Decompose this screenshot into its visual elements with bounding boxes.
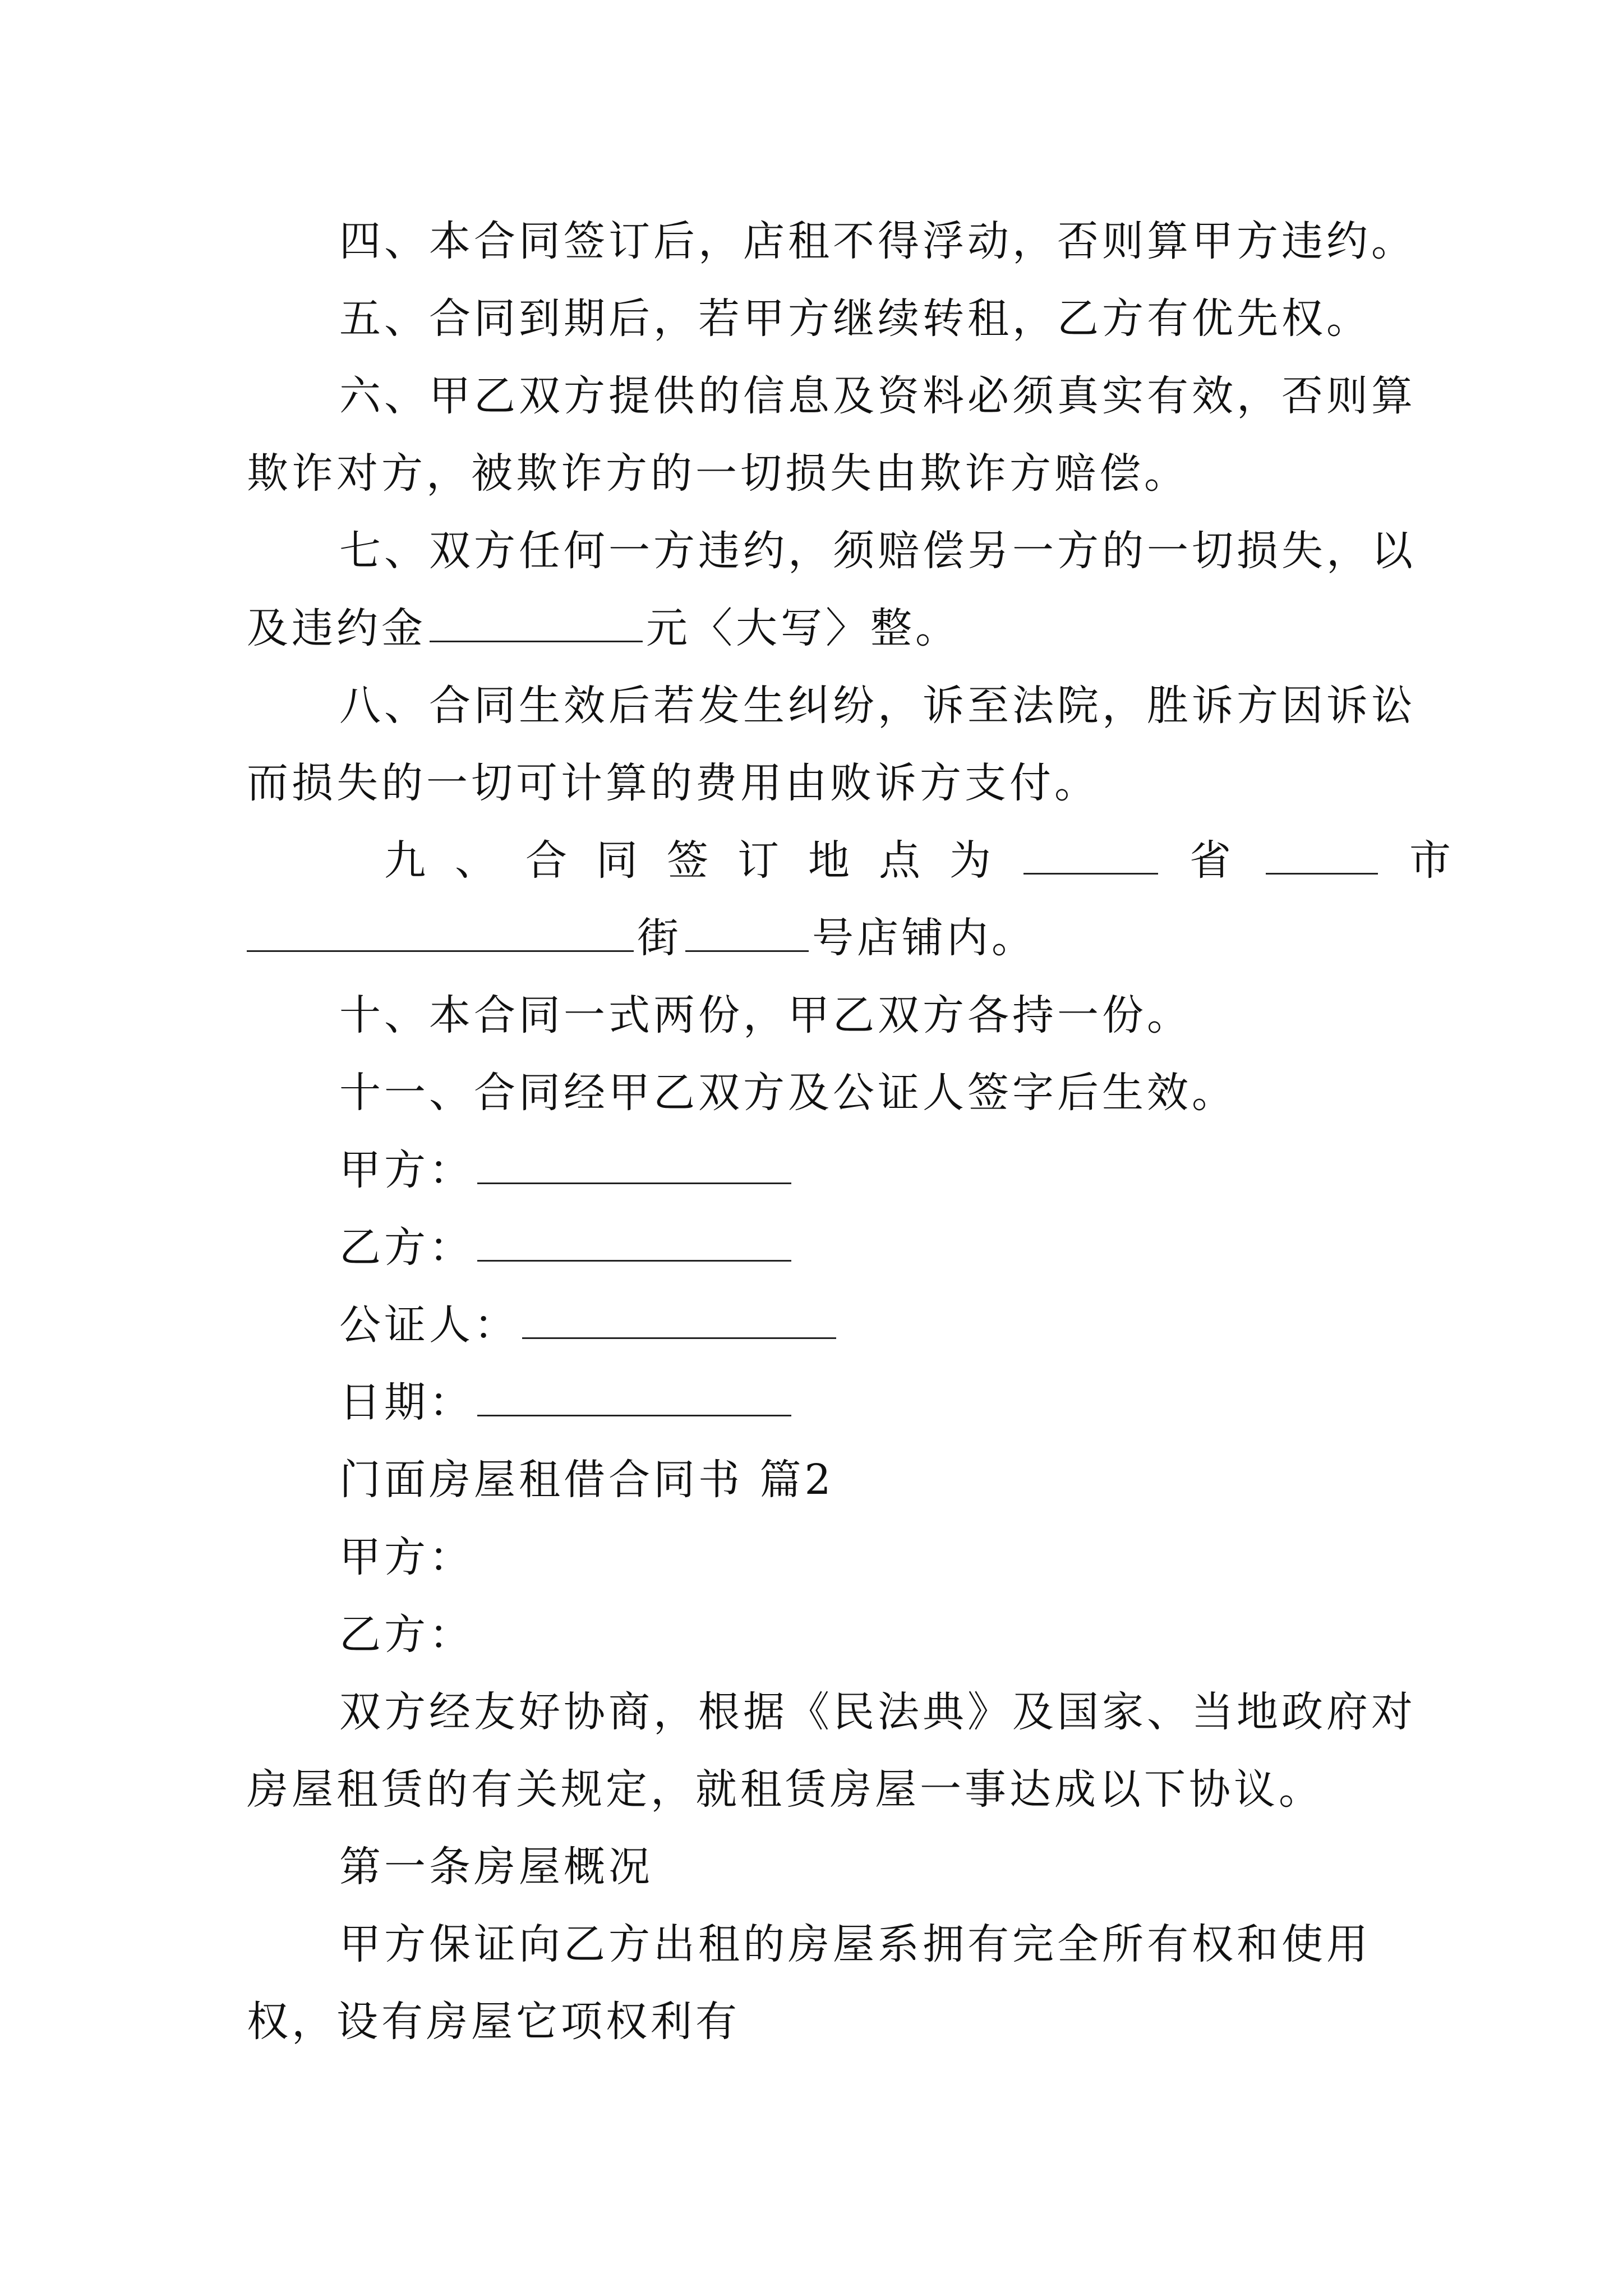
clause-8-line-2: [247, 755, 1391, 811]
street-blank: [247, 914, 634, 952]
signature-date-blank: [477, 1379, 791, 1416]
clause-5-text: 五、合同到期后，若甲方继续转租，乙方有优先权。: [339, 295, 1371, 343]
clause-7-text-1: 七、双方任何一方违约，须赔偿另一方的一切损失，以: [339, 527, 1416, 575]
shop-number-blank: [685, 914, 809, 952]
province-blank: [1023, 837, 1158, 875]
section-2-intro-line-2: [247, 1761, 1391, 1818]
article-1-title: [339, 1839, 1391, 1895]
article-1-line-1: [339, 1916, 1391, 1972]
signature-date-label: 日期：: [339, 1378, 474, 1427]
clause-8-text-2: 而损失的一切可计算的费用由败诉方支付。: [247, 759, 1099, 807]
section-2-intro-text-2: 房屋租赁的有关规定，就租赁房屋一事达成以下协议。: [247, 1765, 1324, 1814]
clause-9-text-1c: 市: [1409, 836, 1454, 885]
clause-7-text-2a: 及违约金: [247, 604, 426, 652]
clause-4: [339, 213, 1416, 269]
clause-9-text-1a: 九、合同签订地点为: [384, 836, 1020, 885]
city-blank: [1266, 837, 1378, 875]
section-2-party-a: [339, 1529, 1391, 1585]
clause-6-text-1: 六、甲乙双方提供的信息及资料必须真实有效，否则算: [339, 372, 1416, 420]
signature-date: [339, 1374, 1391, 1430]
article-1-text-2: 权，设有房屋它项权利有: [247, 1998, 740, 2046]
signature-notary: [339, 1297, 1391, 1353]
section-2-heading: [339, 1452, 1391, 1508]
clause-7-text-2b: 元〈大写〉整。: [646, 604, 960, 652]
signature-party-b-blank: [477, 1224, 791, 1262]
signature-party-a: [339, 1142, 1391, 1198]
article-1-line-2: [247, 1994, 1391, 2050]
section-2-party-a-label: 甲方：: [339, 1533, 474, 1581]
section-2-heading-text: 门面房屋租借合同书 篇2: [339, 1456, 834, 1504]
clause-7-line-2: [247, 600, 1391, 656]
clause-9-text-2a: 街: [637, 914, 682, 962]
signature-party-a-blank: [477, 1147, 791, 1184]
article-1-text-1: 甲方保证向乙方出租的房屋系拥有完全所有权和使用: [339, 1920, 1371, 1968]
signature-party-b-label: 乙方：: [339, 1223, 474, 1272]
clause-8-line-1: [339, 678, 1416, 734]
signature-notary-label: 公证人：: [339, 1301, 519, 1349]
clause-11-text: 十一、合同经甲乙双方及公证人签字后生效。: [339, 1069, 1237, 1117]
clause-8-text-1: 八、合同生效后若发生纠纷，诉至法院，胜诉方因诉讼: [339, 682, 1416, 730]
clause-6-line-2: [247, 445, 1391, 501]
clause-9-text-2b: 号店铺内。: [812, 914, 1036, 962]
section-2-intro-line-1: [339, 1684, 1416, 1740]
penalty-amount-blank: [430, 605, 643, 642]
signature-party-b: [339, 1220, 1391, 1276]
section-2-intro-text-1: 双方经友好协商，根据《民法典》及国家、当地政府对: [339, 1688, 1416, 1736]
clause-4-text: 四、本合同签订后，店租不得浮动，否则算甲方违约。: [339, 217, 1416, 265]
clause-6-line-1: [339, 368, 1416, 424]
clause-5: [339, 291, 1391, 347]
signature-notary-blank: [522, 1301, 836, 1339]
clause-6-text-2: 欺诈对方，被欺诈方的一切损失由欺诈方赔偿。: [247, 449, 1189, 498]
clause-9-line-1: [384, 832, 1454, 889]
clause-9-text-1b: 省: [1189, 836, 1234, 885]
section-2-party-b: [339, 1607, 1391, 1663]
signature-party-a-label: 甲方：: [339, 1146, 474, 1194]
clause-9-line-2: [247, 910, 1391, 966]
section-2-party-b-label: 乙方：: [339, 1611, 474, 1659]
clause-7-line-1: [339, 523, 1416, 579]
clause-10-text: 十、本合同一式两份，甲乙双方各持一份。: [339, 991, 1192, 1039]
article-1-title-text: 第一条房屋概况: [339, 1843, 653, 1891]
clause-10: [339, 987, 1391, 1043]
clause-11: [339, 1065, 1391, 1121]
